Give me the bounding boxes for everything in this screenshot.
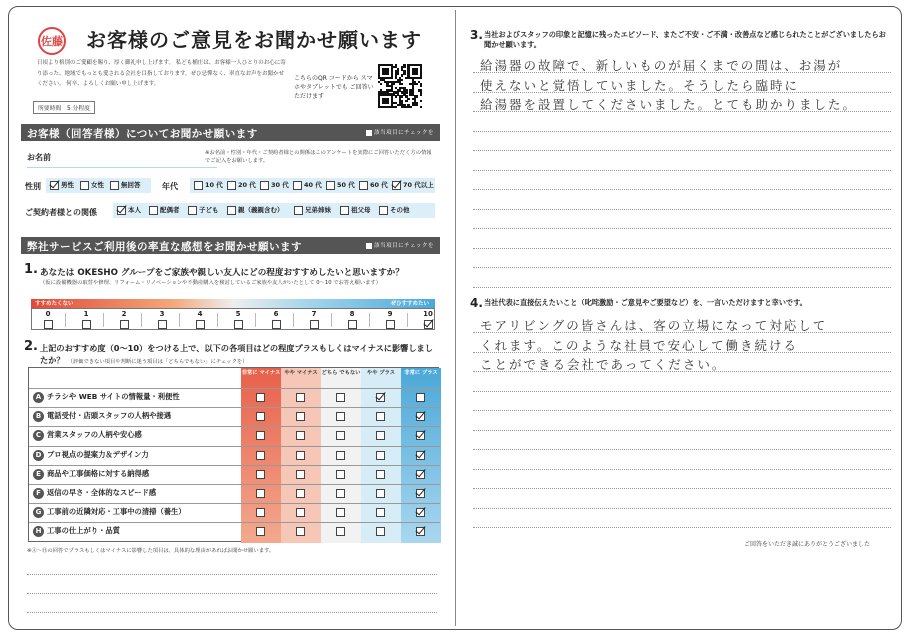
rating-checkbox[interactable] [256,508,265,517]
scale-low-label: すすめたくない [35,301,74,307]
scale-divider [217,313,218,327]
ages-checkbox[interactable] [260,181,269,190]
scale-checkbox[interactable] [158,320,167,329]
ages-checkbox[interactable] [359,181,368,190]
grid-row-label [33,526,120,537]
rating-checkbox[interactable] [296,431,305,440]
grid-row-line [29,407,440,408]
answer-line[interactable] [473,410,891,411]
ages-option-label: 10 代 [205,181,223,189]
genders-checkbox[interactable] [80,181,89,190]
row-label-text: 商品や工事価格に対する納得感 [47,468,150,478]
row-bullet-icon: G [33,507,44,518]
handwritten-answer-line: 使えないと覚悟していました。そうしたら臨時に [480,77,800,93]
rating-checkbox[interactable] [296,451,305,460]
rating-checkbox[interactable] [336,489,345,498]
genders-option-label: 男性 [61,181,74,189]
rating-checkbox[interactable] [296,489,305,498]
scale-checkbox[interactable] [82,320,91,329]
scale-number: 5 [235,310,241,318]
scale-checkbox[interactable] [196,320,205,329]
row-label-text: 工事の仕上がり・品質 [47,526,120,536]
grid-row-label [33,430,142,441]
option-relations[interactable] [188,205,219,215]
gender-options [46,178,151,193]
scale-divider [407,313,408,327]
relations-option-label: 本人 [128,206,141,214]
answer-line[interactable] [473,488,891,489]
scale-checkbox[interactable] [424,320,433,329]
handwritten-answer-line: くれます。このような社員で安心して働き続ける [480,337,799,353]
row-bullet-icon: E [33,469,44,480]
scale-number: 8 [349,310,355,318]
genders-option-label: 女性 [91,181,104,189]
option-relations[interactable] [227,205,284,215]
intro-text: 日頃より格別のご愛顧を賜り、厚く御礼申し上げます。 私ども桶庄は、お客様一人ひとりのお心に寄り添った、地域でもっとも愛される会社を目指しております。ぜひ忌憚なく、率直なお声をお聞かせください。 何卒、よろしくお願い申し上げます。 [37,60,286,87]
scale-divider [179,313,180,327]
relations-checkbox[interactable] [379,206,388,215]
row-label-text: 返信の早さ・全体的なスピード感 [47,488,157,497]
row-bullet-icon: D [33,450,44,461]
option-ages[interactable] [227,180,256,190]
scale-checkbox[interactable] [348,320,357,329]
option-ages[interactable] [293,180,322,190]
rating-checkbox[interactable] [336,451,345,460]
scale-checkbox[interactable] [44,320,53,329]
rating-checkbox[interactable] [256,489,265,498]
scale-divider [141,313,142,327]
scale-number: 6 [273,310,279,318]
grid-row-label [33,507,186,518]
grid-row-line [29,503,440,504]
service-section-header [21,237,440,254]
grid-column-header: 非常に マイナス [241,370,281,376]
q2-text-main: 上記のおすすめ度（0～10）をつける上で、以下の各項目はどの程度プラスもしくはマイナスに影響しましたか？ [40,343,433,365]
row-bullet-icon: C [33,430,44,441]
grid-row-line [29,388,440,389]
grid-row-label [33,450,149,461]
scale-divider [255,313,256,327]
relations-option-label: 子ども [199,206,219,214]
scale-high-label: ぜひすすめたい [390,301,429,307]
row-label-text: 工事前の近隣対応・工事中の清掃（養生） [47,507,186,517]
reason-line[interactable] [27,612,437,613]
answer-line[interactable] [473,287,891,288]
option-genders[interactable] [80,180,104,190]
answer-line[interactable] [473,267,891,268]
answer-line[interactable] [473,228,891,229]
grid-row-line [29,465,440,466]
row-label-text: チラシや WEB サイトの情報量・利便性 [47,392,180,401]
row-bullet-icon: H [33,526,44,537]
q2-text [40,342,440,367]
relations-checkbox[interactable] [149,206,158,215]
name-seal-stamp: 佐藤 [38,27,66,55]
rating-checkbox[interactable] [376,470,385,479]
grid-row-line [29,522,440,523]
grid-column-header: やや マイナス [284,370,318,376]
option-ages[interactable] [392,180,434,190]
row-label-text: 電話受付・店頭スタッフの人柄や接遇 [47,411,172,421]
relations-option-label: 祖父母 [351,206,371,214]
rating-checkbox[interactable] [376,431,385,440]
grid-row-line [29,446,440,447]
answer-line[interactable] [473,527,891,528]
q2-number: 2. [24,339,38,354]
rating-checkbox[interactable] [336,527,345,536]
answer-line[interactable] [473,391,891,392]
row-bullet-icon: B [33,411,44,422]
age-label: 年代 [162,182,178,191]
rating-checkbox[interactable] [416,412,425,421]
relations-option-label: その他 [390,206,410,214]
ages-checkbox[interactable] [392,181,401,190]
handwritten-answer-line: 給湯器を設置してくださいました。とても助かりました。 [480,97,858,112]
scale-number: 4 [197,310,203,318]
ages-checkbox[interactable] [293,181,302,190]
rating-checkbox[interactable] [376,393,385,402]
answer-line[interactable] [473,449,891,450]
check-note: 該当項目にチェックを [366,128,434,136]
genders-option-label: 無回答 [121,181,141,189]
rating-checkbox[interactable] [416,470,425,479]
relations-checkbox[interactable] [117,206,126,215]
relations-option-label: 兄弟姉妹 [305,206,331,214]
q3-number: 3. [470,28,483,42]
rating-checkbox[interactable] [256,393,265,402]
scale-divider [369,313,370,327]
grid-column-header: 非常に プラス [404,370,438,376]
rating-checkbox[interactable] [376,489,385,498]
ages-option-label: 40 代 [304,181,322,189]
center-divider [455,10,456,626]
genders-checkbox[interactable] [50,181,59,190]
q4-text: 当社代表に直接伝えたいこと（叱咤激励・ご意見やご要望など）を、一言いただけますと幸いです。 [484,298,807,307]
row-label-text: プロ視点の提案力＆デザイン力 [47,449,149,459]
rating-checkbox[interactable] [296,470,305,479]
rating-checkbox[interactable] [336,393,345,402]
option-genders[interactable] [110,180,141,190]
q2-footnote: ※Ⓐ～Ⓗの回答でプラスもしくはマイナスに影響した項目は、具体的な理由があればお聞かせ願います。 [27,548,275,554]
ages-option-label: 60 代 [370,181,388,189]
recommend-scale [31,308,435,330]
q2-subtext: （評価できない項目や判断に迷う項目は「どちらでもない」にチェックを） [67,359,248,365]
answer-line[interactable] [473,248,891,249]
grid-row-line [29,484,440,485]
rating-checkbox[interactable] [376,412,385,421]
relations-checkbox[interactable] [227,206,236,215]
grid-row-label [33,469,149,480]
scale-checkbox[interactable] [272,320,281,329]
relations-checkbox[interactable] [294,206,303,215]
relation-label: ご契約者様との関係 [25,208,97,217]
scale-divider [293,313,294,327]
time-required-label: 所要時間 5 分程度 [33,101,95,114]
rating-checkbox[interactable] [256,527,265,536]
rating-checkbox[interactable] [256,451,265,460]
answer-line[interactable] [473,131,891,132]
customer-section-title: お客様（回答者様）についてお聞かせ願います [27,128,258,140]
scale-checkbox[interactable] [234,320,243,329]
q1-number: 1. [24,262,38,277]
rating-checkbox[interactable] [376,527,385,536]
ages-option-label: 20 代 [238,181,256,189]
rating-checkbox[interactable] [256,431,265,440]
scale-checkbox[interactable] [386,320,395,329]
answer-line[interactable] [473,189,891,190]
rating-checkbox[interactable] [416,451,425,460]
rating-checkbox[interactable] [256,412,265,421]
name-field[interactable] [27,167,217,168]
handwritten-answer-line: モアリビングの皆さんは、客の立場になって対応して [480,318,828,333]
answer-line[interactable] [473,170,891,171]
rating-checkbox[interactable] [296,527,305,536]
answer-line[interactable] [473,150,891,151]
rating-checkbox[interactable] [376,508,385,517]
handwritten-answer-line: 給湯器の故障で、新しいものが届くまでの間は、お湯が [480,58,843,73]
rating-checkbox[interactable] [336,431,345,440]
relations-checkbox[interactable] [340,206,349,215]
rating-checkbox[interactable] [336,508,345,517]
answer-line[interactable] [473,508,891,509]
grid-row-line [29,426,440,427]
name-note: ※お名前・性別・年代・ご契約者様との関係はこのアンケートを実際にご回答いただく方の情報でご記入をお願いします。 [205,150,432,164]
q1-subtext: （仮に設備機器の取替や修理、リフォーム・リノベーションや不動産購入を検討しているご家族や友人がいたとして 0～10 でお答え願います） [40,280,381,286]
rating-checkbox[interactable] [376,451,385,460]
reason-line[interactable] [27,574,437,575]
scale-divider [103,313,104,327]
row-label-text: 営業スタッフの人柄や安心感 [47,430,142,440]
option-relations[interactable] [340,205,371,215]
answer-line[interactable] [473,469,891,470]
qr-code-icon[interactable] [378,64,422,108]
grid-column-header: どちら でもない [321,370,361,376]
gender-label: 性別 [25,182,41,191]
answer-line[interactable] [473,209,891,210]
option-relations[interactable] [117,205,141,215]
relations-option-label: 配偶者 [160,206,180,214]
scale-number: 1 [83,310,89,318]
relations-checkbox[interactable] [188,206,197,215]
grid-row-label [33,392,180,403]
q1-text: あなたは OKESHO グループをご家族や親しい友人にどの程度おすすめしたいと思いますか？ [40,268,404,278]
row-bullet-icon: A [33,392,44,403]
rating-checkbox[interactable] [416,431,425,440]
handwritten-answer-line: ことができる会社であってください。 [480,357,727,372]
grid-row-label [33,411,171,422]
relations-option-label: 親（義親含む） [238,206,284,214]
scale-number: 3 [159,310,165,318]
genders-checkbox[interactable] [110,181,119,190]
answer-line[interactable] [473,430,891,431]
age-options [190,178,435,193]
ages-checkbox[interactable] [194,181,203,190]
service-section-title: 弊社サービスご利用後の率直な感想をお聞かせ願います [27,241,302,253]
page-title: お客様のご意見をお聞かせ願います [86,28,422,52]
thanks-message: ご回答をいただき誠にありがとうございました [744,541,871,548]
option-genders[interactable] [50,180,74,190]
ages-option-label: 70 代以上 [403,181,434,189]
ages-checkbox[interactable] [227,181,236,190]
option-ages[interactable] [194,180,223,190]
grid-row-label [33,488,156,499]
scale-divider [65,313,66,327]
rating-checkbox[interactable] [416,393,425,402]
option-ages[interactable] [359,180,388,190]
scale-number: 10 [423,310,433,318]
option-relations[interactable] [379,205,410,215]
rating-checkbox[interactable] [256,470,265,479]
option-relations[interactable] [149,205,180,215]
scale-checkbox[interactable] [310,320,319,329]
ages-checkbox[interactable] [326,181,335,190]
ages-option-label: 50 代 [337,181,355,189]
rating-checkbox[interactable] [296,508,305,517]
relation-options [113,203,435,218]
rating-checkbox[interactable] [336,412,345,421]
check-note: 該当項目にチェックを [366,241,434,249]
rating-checkbox[interactable] [296,393,305,402]
name-label: お名前 [27,153,51,162]
rating-checkbox[interactable] [416,489,425,498]
q4-number: 4. [470,296,483,310]
option-relations[interactable] [294,205,331,215]
rating-checkbox[interactable] [416,508,425,517]
option-ages[interactable] [326,180,355,190]
scale-number: 7 [311,310,317,318]
grid-column-header: やや プラス [366,370,396,376]
scale-number: 9 [387,310,393,318]
q3-text: 当社およびスタッフの印象と記憶に残ったエピソード、またご不安・ご不満・改善点など感じられたことがございましたらお聞かせ願います。 [484,30,886,49]
option-ages[interactable] [260,180,289,190]
rating-checkbox[interactable] [416,527,425,536]
row-bullet-icon: F [33,488,44,499]
scale-divider [331,313,332,327]
scale-checkbox[interactable] [120,320,129,329]
scale-gradient [31,299,435,308]
customer-section-header [21,124,440,141]
scale-number: 0 [45,310,51,318]
rating-checkbox[interactable] [296,412,305,421]
ages-option-label: 30 代 [271,181,289,189]
rating-checkbox[interactable] [336,470,345,479]
reason-line[interactable] [27,593,437,594]
impact-grid [28,367,439,542]
scale-number: 2 [121,310,127,318]
qr-instructions: こちらのQR コードから スマホやタブレットでも ご回答いただけます [294,75,374,100]
